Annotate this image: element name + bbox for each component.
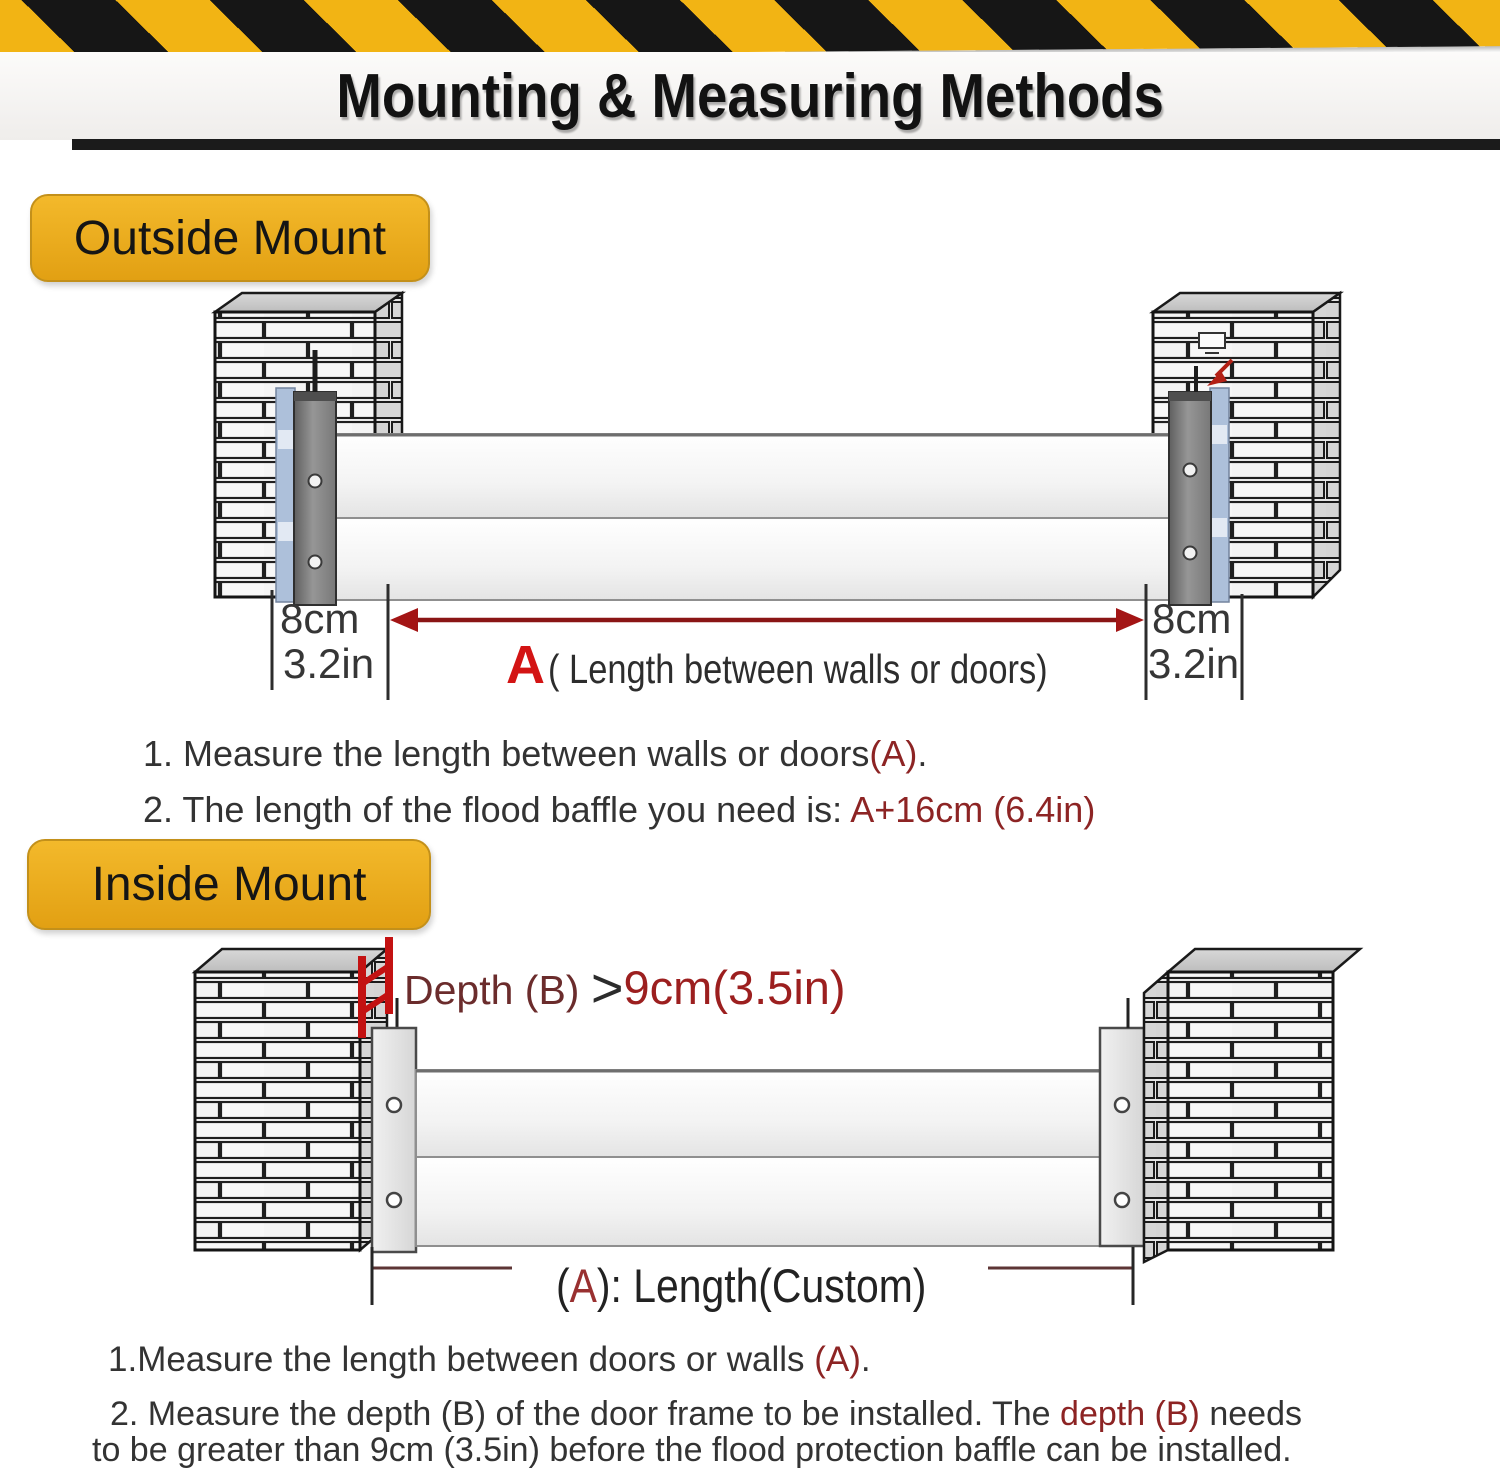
screw-icon bbox=[1184, 547, 1197, 560]
span-label-text: ( Length between walls or doors) bbox=[548, 646, 1048, 692]
screw-icon bbox=[1184, 464, 1197, 477]
length-a-symbol: A bbox=[569, 1259, 597, 1312]
outside-right-channel bbox=[1169, 366, 1211, 605]
inside-mount-badge-label: Inside Mount bbox=[91, 858, 367, 911]
inside-step-1: 1.Measure the length between doors or walls (A). bbox=[108, 1340, 871, 1379]
page-title: Mounting & Measuring Methods bbox=[336, 61, 1164, 131]
inside-left-channel bbox=[372, 1028, 416, 1252]
outside-left-gasket bbox=[276, 388, 295, 602]
outside-right-offset-in: 3.2in bbox=[1148, 640, 1240, 687]
screw-icon bbox=[309, 556, 322, 569]
inside-flood-barrier bbox=[416, 1070, 1100, 1246]
outside-span-label bbox=[506, 634, 1143, 696]
outside-mount-badge-label: Outside Mount bbox=[73, 211, 387, 265]
inside-right-channel bbox=[1100, 998, 1144, 1246]
inside-depth-label bbox=[404, 956, 846, 1019]
inside-step-2-line-2: to be greater than 9cm (3.5in) before the flood protection baffle can be installed. bbox=[92, 1431, 1292, 1469]
greater-than-symbol: > bbox=[590, 956, 624, 1019]
outside-measure-arrow bbox=[390, 608, 1144, 632]
screw-icon bbox=[387, 1098, 401, 1112]
screw-icon bbox=[387, 1193, 401, 1207]
inside-right-pillar bbox=[1144, 949, 1360, 1262]
screw-icon bbox=[1115, 1193, 1129, 1207]
screw-icon bbox=[1115, 1098, 1129, 1112]
span-a-symbol: A bbox=[506, 635, 545, 695]
inside-length-label: ( A ): Length(Custom) bbox=[556, 1259, 927, 1312]
outside-right-offset-cm: 8cm bbox=[1152, 595, 1232, 642]
depth-value: 9cm(3.5in) bbox=[623, 961, 846, 1014]
screw-icon bbox=[309, 475, 322, 488]
outside-left-offset-in: 3.2in bbox=[283, 640, 375, 687]
inside-step-2-line-1: 2. Measure the depth (B) of the door frame to be installed. The depth (B) needs bbox=[110, 1395, 1302, 1433]
outside-step-2: 2. The length of the flood baffle you need is: A+16cm (6.4in) bbox=[143, 789, 1096, 830]
outside-left-offset-cm: 8cm bbox=[280, 595, 360, 642]
outside-step-1: 1. Measure the length between walls or doors(A). bbox=[143, 733, 928, 774]
outside-right-gasket bbox=[1210, 388, 1229, 602]
outside-flood-barrier bbox=[330, 434, 1180, 600]
depth-b-text: Depth (B) bbox=[404, 967, 591, 1013]
